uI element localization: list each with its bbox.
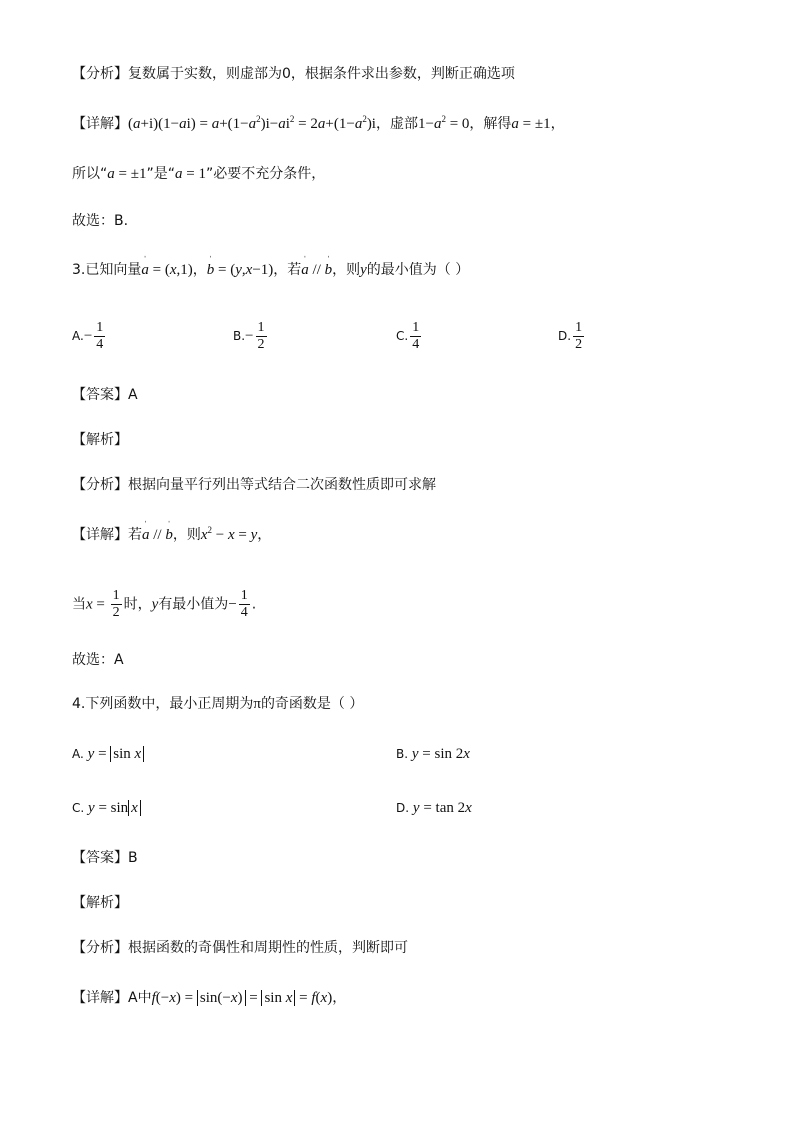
analysis-text: 复数属于实数，则虚部为0，根据条件求出参数，判断正确选项 [128,66,515,82]
q3-stem-pre: 3.已知向量 [72,262,142,278]
solution-label-q3: 【解析】 [72,432,128,448]
frac-1-4: $\frac{1}{4}$ [96,320,104,352]
answer-label: 【答案】 [72,850,128,866]
answer-value: A [128,387,138,403]
q4-option-b: B. y = sin 2x [396,746,470,762]
detail-line-q4: 【详解】A中f(−x) = sin(−x) = sin x = f(x)， [72,990,347,1006]
answer-value: B [128,850,138,866]
parallel-condition: ˈ a // ˈ b [142,527,173,543]
cond-a-1: a = 1 [174,166,206,182]
detail-label: 【详解】 [72,990,128,1006]
quadratic-equation: $x^2 - x = y$ [200,525,258,543]
q3-stem-post: 的最小值为（ ） [366,262,470,278]
q4-stem: 4.下列函数中，最小正周期为π的奇函数是（ ） [72,696,364,712]
detail-label: 【详解】 [72,116,128,132]
analysis-text: 根据函数的奇偶性和周期性的性质，判断即可 [128,940,408,956]
analysis-line-q2 [72,64,515,84]
analysis-text: 根据向量平行列出等式结合二次函数性质即可求解 [128,477,436,493]
imag-zero-equation: $1-a^2 = 0$ [417,114,470,132]
choose-line-q2: 故选：B. [72,213,129,229]
analysis-line-q4 [72,938,408,958]
frac-1-4: $\frac{1}{4}$ [412,320,420,352]
detail-tail1: ，虚部 [375,116,418,132]
answer-line-q4 [72,848,138,868]
parallel-condition: ˈ a // ˈ b [301,262,332,278]
q3-stem-mid1: ， [192,262,207,278]
solution-a: a = ±1 [511,116,551,132]
detail-line-q3: 【详解】若ˈ a // ˈ b，则$x^2 - x = y$， [72,525,271,545]
cond-a-pm1: a = ±1 [107,166,147,182]
analysis-line-q3 [72,475,436,495]
q3-option-a: A.− $\frac{1}{4}$ [72,320,104,352]
q4-option-c: C. y = sin x [72,798,141,818]
q3-stem-mid3: ，则 [332,262,361,278]
detail-line-q2: 【详解】$(a+i)(1-ai) = a+(1-a^2)i-ai^2 = 2a+(1-a^2)i$，虚部$1-a^2 = 0$，解得a = ±1， [72,114,565,132]
q3-stem-mid2: ，若 [273,262,302,278]
answer-line-q3 [72,385,138,405]
analysis-label: 【分析】 [72,477,128,493]
analysis-label: 【分析】 [72,940,128,956]
detail-tail2: ，解得 [469,116,512,132]
min-value-line: 当x = $\frac{1}{2}$ 时，y有最小值为− $\frac{1}{4}$ . [72,588,257,620]
therefore-post: ”必要不充分条件， [205,166,326,182]
analysis-label: 【分析】 [72,66,128,82]
frac-1-4: $\frac{1}{4}$ [240,588,248,620]
choose-line-q3: 故选：A [72,652,124,668]
q3-option-d: D. $\frac{1}{2}$ [558,320,583,352]
q3-stem [72,260,469,280]
odd-check-equation: f(−x) = sin(−x) = sin x = f(x) [151,990,333,1006]
frac-1-2: $\frac{1}{2}$ [112,588,120,620]
q3-option-b: B.− $\frac{1}{2}$ [233,320,265,352]
q3-option-c: C. $\frac{1}{4}$ [396,320,420,352]
vector-a: ˈ a = (x,1) [141,262,192,278]
solution-label-q4: 【解析】 [72,895,128,911]
q4-option-a: A. y = sin x [72,744,144,764]
frac-1-2: $\frac{1}{2}$ [257,320,265,352]
detail-label: 【详解】 [72,527,128,543]
pi-symbol: π [253,696,261,712]
vector-b: ˈ b = (y,x−1) [207,262,274,278]
frac-1-2: $\frac{1}{2}$ [575,320,583,352]
therefore-line [72,164,325,184]
therefore-mid: ”是“ [146,166,175,182]
q4-option-d: D. y = tan 2x [396,800,472,816]
var-y: y [360,262,367,278]
therefore-pre: 所以“ [72,166,108,182]
answer-label: 【答案】 [72,387,128,403]
complex-equation: $(a+i)(1-ai) = a+(1-a^2)i-ai^2 = 2a+(1-a^2)i$ [128,114,376,132]
